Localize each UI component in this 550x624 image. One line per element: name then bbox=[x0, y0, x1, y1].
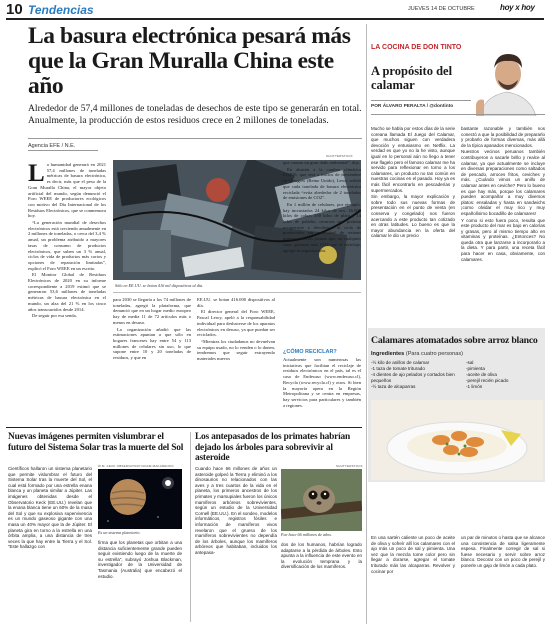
drop-cap: L bbox=[28, 160, 45, 187]
ingredient: -perejil recién picado bbox=[466, 378, 509, 383]
ingredient: -½ taza de alcaparras bbox=[371, 384, 416, 389]
paragraph: Nuestros vecinos peruanos también contribuyeron a sacarle brillo y realce al calamar, ya que actualmente se incluye en diversas preparaciones como saltados de pescado, arroces fritos, ceviches y más. ¿Cuándo vimos un anillo de calamar antes en ceviche? Pero lo bueno es que hay más, porque los calamares pueden acompañar a muy diversos platos: ensaladas y hasta en sandwichs ¡como olvidar el muy rico y muy españolísimo bocadillo de calamares! bbox=[461, 149, 545, 216]
paragraph: “Mientras los ciudadanos no devuelvan su equipo usado, no lo venden o lo donen, tendremos que seguir extrayendo materiales nuevos bbox=[197, 338, 275, 362]
ingredient: -½ kilo de anillos de calamar bbox=[371, 360, 430, 365]
paragraph: Y como si esto fuera poco, resulta que este producto del mar es bajo en calorías y grasas, pero al mismo tiempo alto en vitaminas y proteínas. ¿Entonces? No queda otra que lanzarse a incorporarlo a la dieta. Y para partir, una receta fácil para hacer en casa, obviamente, con calamares. bbox=[461, 217, 545, 262]
story2-column-1 bbox=[8, 466, 92, 551]
bottom-section-rule bbox=[6, 427, 362, 428]
main-column-4b bbox=[283, 357, 361, 409]
paragraph: Actualmente son numerosas las iniciativas que facilitan el reciclaje de residuos electrónicos en el país, tal es el caso de Endesuso (www.endesuso.cl), Recycla (www.recycla.cl) y otros. Si bien la mayoría opera en la Región Metropolitana y se centra en empresas, hay servicios para particulares y también a regiones. bbox=[283, 357, 361, 408]
paragraph: Cuando hace 66 millones de años un asteroide golpeó la Tierra y eliminó a los dinosaurios no relacionados con las aves y a tres cuartos de la vida en el planeta, los primeros ancestros de los primates y marsupiales fueron los únicos mamíferos arbóreos sobrevivientes, según un estudio de la Universidad Cornell (EE.UU.). En el sondeo, modelos informáticos, registros fósiles e información de mamíferos vivos revelaron que el grueso de los mamíferos sobrevivientes no dependía de los árboles, aunque los mamíferos arbóreos que habitaban, incluidos los antepasa- bbox=[195, 466, 277, 555]
ingredient: -aceite de oliva bbox=[466, 372, 497, 377]
paragraph: a humanidad generará en 2021 57,4 millones de toneladas métricas de basura electrónica, es decir, más que el peso de la Gran Muralla China, el mayor objeto artificial del mundo, según denunció el Foro WEEE de productores ecológicos con motivo del Día Internacional de los Residuos Electrónicos, que se conmemora hoy. bbox=[28, 162, 106, 219]
paragraph: que causan un gran daño ambiental”, dijo. bbox=[283, 160, 361, 165]
ingredients-heading bbox=[371, 351, 463, 357]
section-label: Tendencias bbox=[28, 3, 94, 17]
ingredient: -sal bbox=[466, 360, 474, 365]
columnist-photo bbox=[470, 44, 545, 116]
paragraph: dos de los humanos, habrían logrado adaptarse a la pérdida de árboles. Esto apunta a la influencia de este evento en la evolución temprana y la diversificación de los mamíferos. bbox=[281, 542, 362, 570]
ingredients-label: Ingredientes bbox=[371, 351, 405, 357]
paragraph: bastante razonable y también nos conectó a que la posibilidad de prepararlo y probarlo de formas diversas, más allá de la típica apanados mencionados. bbox=[461, 126, 545, 148]
column-byline: POR ÁLVARO PERALTA / @dontinto bbox=[371, 104, 454, 109]
main-headline: La basura electrónica pesará más que la Gran Muralla China este año bbox=[28, 23, 351, 99]
story2-caption: Es un sistema planetario. bbox=[98, 530, 141, 535]
paragraph: El director general del Foro WEEE, Pascal Leroy, apeló a la responsabilidad individual para deshacerse de los aparatos electrónicos en desuso, ya que puedan ser reciclados. bbox=[197, 309, 275, 338]
primate-image bbox=[281, 469, 362, 531]
paragraph: En 1 millón de celulares, por ejemplo, hay incrustados 24 kilos de oro, 16.000 kilos de cobre, 350 kilos de plata y 14 kilos de paladio, recursos que podrían recuperarse y devolverse al ciclo de producción sin necesidad de extraer nuevas materias primas que, en cualquier caso, generan más CO2 que el reciclaje, agregó la organización. bbox=[283, 201, 361, 253]
caption-rule bbox=[113, 292, 361, 293]
story3-photo-credit: SHUTTERSTOCK bbox=[336, 464, 363, 468]
deck-rule bbox=[28, 138, 362, 139]
paragraph: De seguir por esa senda, bbox=[32, 313, 77, 319]
paragraph: Científicos hallaron un sistema planetario que permite vislumbrar el futuro del Sistema Solar tras la muerte del Sol, el cual está formado por una estrella enana blanca y un planeta similar a Júpiter. Las imágenes obtenidas desde el Observatorio Keck (EE.UU.) revelan que la enana blanca tiene un 60% de la masa del Sol y que su explosiva supervivencia es un mundo gaseoso gigante con una masa un 40% mayor que la de Júpiter. El planeta gira en torno a la estrella en una órbita amplia, a una distancia de tres veces la que hay entre la Tierra y el Sol. “Este hallazgo con bbox=[8, 466, 92, 550]
story3-headline: Los antepasados de los primates habrían dejado los árboles para sobrevivir al asteroide bbox=[195, 432, 350, 464]
photo-caption: Sólo en EE.UU. se botan 416 mil dispositivos al día. bbox=[115, 283, 204, 288]
column-text-2 bbox=[461, 126, 545, 263]
recipe-title: Calamares atomatados sobre arroz blanco bbox=[371, 335, 538, 346]
recipe-photo bbox=[371, 400, 543, 480]
main-column-4 bbox=[283, 160, 361, 254]
paragraph: La organización añadió que las estimaciones apuntan a que sólo en hogares franceses hay entre 54 y 113 millones de celulares sin uso, lo que supone entre 10 y 20 toneladas de residuos, y que en bbox=[113, 326, 191, 361]
main-column-1 bbox=[28, 162, 106, 320]
story2-column-2 bbox=[98, 540, 182, 580]
ingredient: -4 dientes de ajo pelados y cortados bien pequeños bbox=[371, 372, 455, 383]
servings: (Para cuatro personas) bbox=[405, 351, 464, 357]
paragraph: firma que los planetas que orbitan a una distancia suficientemente grande pueden seguir existiendo luego de la muerte de su estrella”, subrayó Joshua Blackman, investigador de la Universidad de Tasmania (Australia) que encabezó el estudio. bbox=[98, 540, 182, 579]
columnist-image bbox=[470, 44, 545, 116]
story3-column-2 bbox=[281, 542, 362, 571]
story2-headline: Nuevas imágenes permiten vislumbrar el futuro del Sistema Solar tras la muerte del Sol bbox=[8, 432, 184, 453]
masthead-logo: hoy x hoy bbox=[500, 3, 535, 12]
ingredients-list-right bbox=[466, 360, 544, 390]
column-divider bbox=[366, 24, 367, 624]
page-number: 10 bbox=[6, 1, 23, 18]
story2-photo-credit: W.M. KECK OBSERVATORY/ADAM MAKARENKO bbox=[98, 464, 174, 468]
story3-column-1 bbox=[195, 466, 277, 557]
main-column-3 bbox=[197, 297, 275, 363]
main-deck: Alrededor de 57,4 millones de toneladas de desechos de este tipo se generarán en total. Anualmente, la producción de estos residuos crece en 2 millones de toneladas. bbox=[28, 103, 362, 127]
column-title-rule bbox=[371, 100, 471, 101]
column-byline-rule bbox=[371, 114, 545, 115]
ingredient: -pimienta bbox=[466, 366, 485, 371]
ingredient: -1 taza de tomate triturado bbox=[371, 366, 425, 371]
paragraph: para 2030 se llegaría a los 74 millones de toneladas, agregó la plataforma, que denunció que en un hogar medio europeo hay de media 11 de 72 artículos más o menos en desuso. bbox=[113, 297, 191, 325]
subhead: ¿CÓMO RECICLAR? bbox=[283, 349, 337, 355]
header-rule bbox=[6, 18, 544, 20]
lead-paragraph bbox=[28, 162, 106, 219]
byline-rule bbox=[28, 150, 98, 151]
story3-caption: Fue hace 66 millones de años. bbox=[281, 532, 332, 537]
primate-photo bbox=[281, 469, 362, 531]
main-column-2 bbox=[113, 297, 191, 362]
paragraph: “La generación mundial de desechos electrónicos está creciendo anualmente en 2 millones de toneladas, o cerca del 3,4 % anual, un problema atribuido a mayores tasas de consumo de productos electrónicos, que suben un 3 % anual, ciclos de vida de productos más cortos y opciones de reparación limitadas”, explicó el Foro WEEE en un escrito. bbox=[28, 220, 106, 271]
photo-credit: SHUTTERSTOCK bbox=[326, 154, 353, 158]
ingredient: -1 limón bbox=[466, 384, 483, 389]
paragraph: En alusión a la cumbre climática COP26, que será a inicios de noviembre en Glasgow (Reino Unido), Leroy señaló que cada tonelada de basura electrónica reciclada “evita alrededor de 2 toneladas de emisiones de CO2”. bbox=[283, 166, 361, 201]
paragraph: EE.UU. se botan 416.000 dispositivos al día. bbox=[197, 297, 275, 308]
planet-photo bbox=[98, 469, 182, 529]
issue-date: JUEVES 14 DE OCTUBRE bbox=[408, 6, 475, 12]
paragraph: Sin embargo, la mayor explicación y sobre todo sus nuevas formas de presentación en el punto de venta (en conserva y congelado) nos fueron acercando a este producto tan cotizado en otras latitudes. Lo bueno es que la mayor abundancia en la oferta del calamar le dio un precio bbox=[371, 194, 455, 239]
bottom-divider bbox=[190, 432, 191, 622]
column-title: A propósito del calamar bbox=[371, 64, 453, 92]
recipe-steps-2 bbox=[461, 535, 545, 570]
recipe-step-text: En una sartén caliente un poco de aceite de oliva y sofreír allí los calamares con el ajo más un poco de sal y pimienta. Una vez que la mezcla tome color pero sin llegar a dorarse, agregar el tomate triturado más las alcaparras. Revolver y cocinar por bbox=[371, 535, 455, 574]
calamari-dish-image bbox=[371, 400, 543, 480]
planet-image bbox=[98, 469, 182, 529]
column-text-1 bbox=[371, 126, 455, 240]
paragraph: Mucho se habla por estos días de la serie coreana llamada El Juego del Calamar, que muchos siguen con verdadera devoción y entusiasmo en Netflix. La verdad es que yo no la he visto, aunque igual en lo personal aún no llego a tener ese flagelo pero el famoso calamar me ha servido para reflexionar en torno a los calamares, un producto no tan común en nuestras cocinas en el pasado. Hoy ya es más fácil encontrarlo en pescaderías y supermercados. bbox=[371, 126, 455, 193]
recipe-step-text: un par de minutos o hasta que se alcance una consistencia de salsa ligeramente espesa. Finalmente corregir de sal si fuese necesario y servir sobre arroz blanco. Decorar con un poco de perejil y ponerle un gajo de limón a cada plato. bbox=[461, 535, 545, 568]
ingredients-list-left bbox=[371, 360, 463, 390]
main-byline: Agencia EFE / N.E. bbox=[28, 143, 76, 149]
column-section-label: LA COCINA DE DON TINTO bbox=[371, 44, 462, 51]
paragraph: El Monitor Global de Residuos Electrónicos de 2020 en su informe correspondiente a 2019 estimó que se generaron 53,6 millones de toneladas métricas de basura electrónica en el mundo, un alza del 21 % en los cinco años transcurridos desde 2014. bbox=[28, 272, 106, 312]
recipe-steps-1 bbox=[371, 535, 455, 575]
